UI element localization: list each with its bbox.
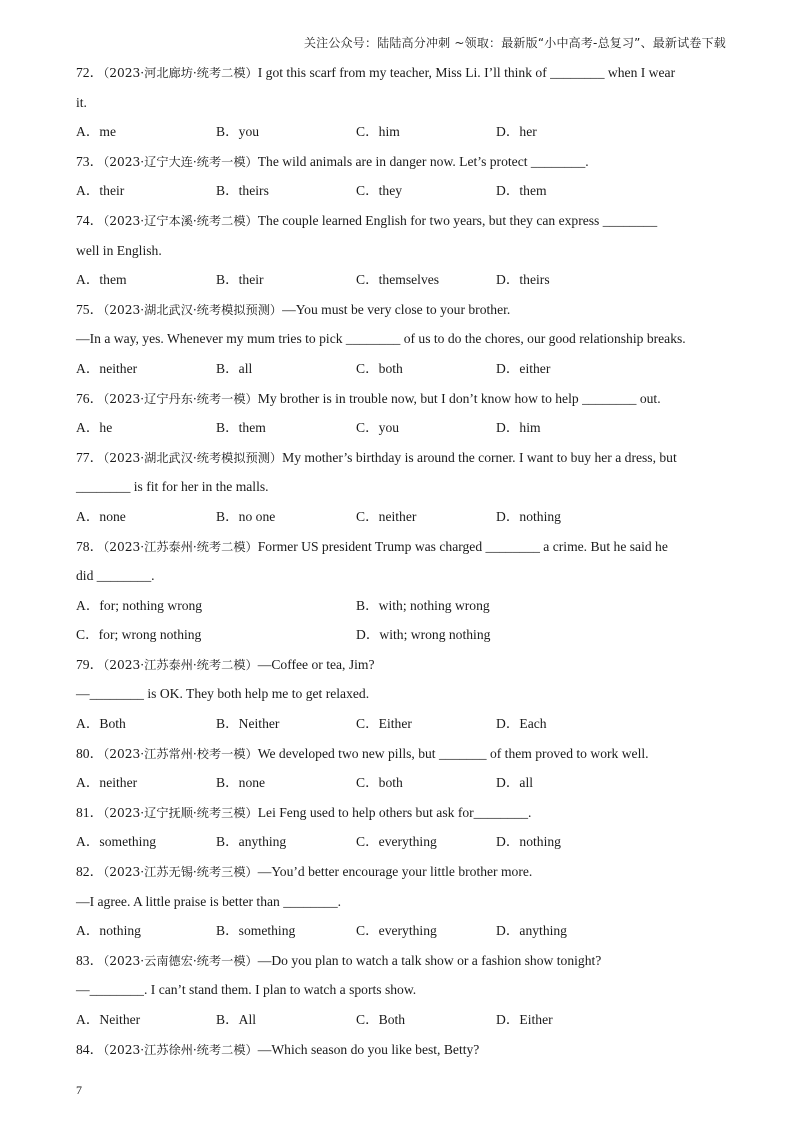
question-number: 83． (76, 952, 104, 968)
question-source: （2023·湖北武汉·统考模拟预测） (103, 302, 283, 317)
answer-options (76, 265, 726, 295)
answer-options (76, 117, 726, 147)
question-number: 80． (76, 745, 104, 761)
question-stem (76, 857, 726, 887)
answer-option: C．everything (356, 923, 437, 939)
question-stem (76, 384, 726, 414)
answer-option: B．them (216, 420, 266, 436)
question-text: —You must be very close to your brother. (282, 301, 511, 317)
question-list (76, 58, 726, 1064)
question-stem (76, 532, 726, 562)
answer-option: D．her (496, 124, 537, 140)
answer-option: A．something (76, 834, 157, 850)
answer-option: B．something (216, 923, 296, 939)
question-stem (76, 147, 726, 177)
question-stem (76, 443, 726, 473)
question-continuation: —________ is OK. They both help me to get relaxed. (76, 686, 370, 702)
answer-option: B．none (216, 775, 266, 791)
answer-options (76, 827, 726, 857)
question-number: 75． (76, 301, 104, 317)
answer-option: A．neither (76, 775, 138, 791)
question-stem (76, 295, 726, 325)
answer-option: B．anything (216, 834, 287, 850)
question-text: My brother is in trouble now, but I don’t know how to help ________ out. (257, 390, 661, 406)
question-continuation: did ________. (76, 568, 155, 584)
answer-option: B．you (216, 124, 260, 140)
answer-option: C．you (356, 420, 400, 436)
answer-option: D．theirs (496, 272, 550, 288)
question-number: 72． (76, 65, 104, 80)
answer-option: D．nothing (496, 834, 561, 850)
question-text: Lei Feng used to help others but ask for________. (257, 804, 532, 820)
answer-options (76, 413, 726, 443)
question-stem (76, 650, 726, 680)
question-continuation: —I agree. A little praise is better than ________. (76, 893, 342, 909)
answer-options (76, 709, 726, 739)
question-text: Former US president Trump was charged ________ a crime. But he said he (257, 538, 668, 554)
answer-option: B．their (216, 272, 264, 288)
question-source: （2023·江苏常州·校考一模） (103, 746, 258, 761)
answer-option: C．both (356, 775, 403, 791)
answer-option: A．Both (76, 716, 126, 732)
answer-option: B．no one (216, 508, 276, 524)
question-number: 81． (76, 804, 104, 820)
question-source: （2023·江苏无锡·统考三模） (103, 865, 258, 880)
question-text: —Coffee or tea, Jim? (257, 656, 375, 672)
answer-option: A．neither (76, 360, 138, 376)
page-header-banner: 关注公众号：陆陆高分冲刺 ~领取：最新版“小中高考-总复习”、最新试卷下载 (303, 36, 726, 50)
question-text: —Do you plan to watch a talk show or a fashion show tonight? (257, 952, 602, 968)
answer-option: A．them (76, 272, 127, 288)
question-text: The wild animals are in danger now. Let’s protect ________. (257, 153, 589, 169)
answer-option: C．everything (356, 834, 437, 850)
question-text: My mother’s birthday is around the corner. I want to buy her a dress, but (282, 449, 677, 465)
answer-option: B．all (216, 360, 253, 376)
question-source: （2023·江苏泰州·统考二模） (103, 539, 258, 554)
answer-options (76, 176, 726, 206)
answer-option: C．Either (356, 716, 412, 732)
question-continuation: —________. I can’t stand them. I plan to watch a sports show. (76, 982, 417, 998)
question-continuation: well in English. (76, 242, 162, 258)
answer-option: B．All (216, 1012, 257, 1027)
answer-option: B．Neither (216, 716, 280, 732)
answer-option: A．me (76, 124, 117, 140)
answer-option: D．either (496, 360, 551, 376)
answer-option: B．with; nothing wrong (356, 597, 490, 613)
question-source: （2023·辽宁大连·统考一模） (103, 154, 258, 169)
answer-option: A．Neither (76, 1012, 141, 1027)
question-number: 74． (76, 212, 104, 228)
question-number: 73． (76, 153, 104, 169)
question-source: （2023·江苏徐州·统考二模） (103, 1042, 258, 1057)
question-text: I got this scarf from my teacher, Miss Li. I’ll think of ________ when I wear (257, 65, 676, 80)
question-number: 76． (76, 390, 104, 406)
question-source: （2023·辽宁丹东·统考一模） (103, 391, 258, 406)
answer-option: D．nothing (496, 508, 561, 524)
question-source: （2023·湖北武汉·统考模拟预测） (103, 450, 283, 465)
question-text: We developed two new pills, but _______ of them proved to work well. (257, 745, 649, 761)
question-continuation: ________ is fit for her in the malls. (76, 479, 269, 495)
question-stem (76, 206, 726, 236)
answer-option: D．all (496, 775, 533, 791)
answer-option: C．both (356, 360, 403, 376)
question-source: （2023·河北廊坊·统考二模） (103, 66, 258, 80)
question-number: 79． (76, 656, 104, 672)
question-text: The couple learned English for two years, but they can express ________ (257, 212, 658, 228)
answer-option: C．themselves (356, 272, 440, 288)
answer-options (76, 591, 726, 621)
answer-options (76, 620, 726, 650)
question-stem (76, 798, 726, 828)
answer-option: D．Each (496, 716, 547, 732)
question-number: 82． (76, 864, 104, 880)
answer-option: C．neither (356, 508, 417, 524)
answer-options (76, 768, 726, 798)
question-source: （2023·云南德宏·统考一模） (103, 953, 258, 968)
answer-option: D．anything (496, 923, 567, 939)
question-continuation: —In a way, yes. Whenever my mum tries to pick ________ of us to do the chores, our good relationship breaks. (76, 331, 686, 347)
question-number: 77． (76, 449, 104, 465)
answer-option: C．him (356, 124, 400, 140)
question-stem (76, 58, 726, 88)
answer-option: D．Either (496, 1012, 553, 1027)
question-source: （2023·辽宁抚顺·统考三模） (103, 805, 258, 820)
question-source: （2023·辽宁本溪·统考二模） (103, 213, 258, 228)
answer-option: A．nothing (76, 923, 141, 939)
question-text: —Which season do you like best, Betty? (257, 1041, 480, 1057)
question-stem (76, 946, 726, 976)
question-stem (76, 739, 726, 769)
question-text: —You’d better encourage your little brother more. (257, 864, 533, 880)
answer-options (76, 1005, 726, 1035)
question-number: 84． (76, 1041, 104, 1057)
answer-option: D．them (496, 183, 547, 199)
answer-option: C．for; wrong nothing (76, 627, 202, 643)
answer-option: A．none (76, 508, 126, 524)
answer-option: D．with; wrong nothing (356, 627, 491, 643)
page-number: 7 (76, 1083, 82, 1097)
answer-options (76, 502, 726, 532)
question-source: （2023·江苏泰州·统考二模） (103, 657, 258, 672)
question-stem (76, 1035, 726, 1065)
answer-option: A．their (76, 183, 125, 199)
answer-option: D．him (496, 420, 541, 436)
answer-option: A．he (76, 420, 113, 436)
question-number: 78． (76, 538, 104, 554)
answer-option: C．they (356, 183, 403, 199)
answer-options (76, 916, 726, 946)
question-continuation: it. (76, 94, 87, 110)
answer-options (76, 354, 726, 384)
answer-option: B．theirs (216, 183, 269, 199)
answer-option: A．for; nothing wrong (76, 597, 203, 613)
answer-option: C．Both (356, 1012, 406, 1027)
